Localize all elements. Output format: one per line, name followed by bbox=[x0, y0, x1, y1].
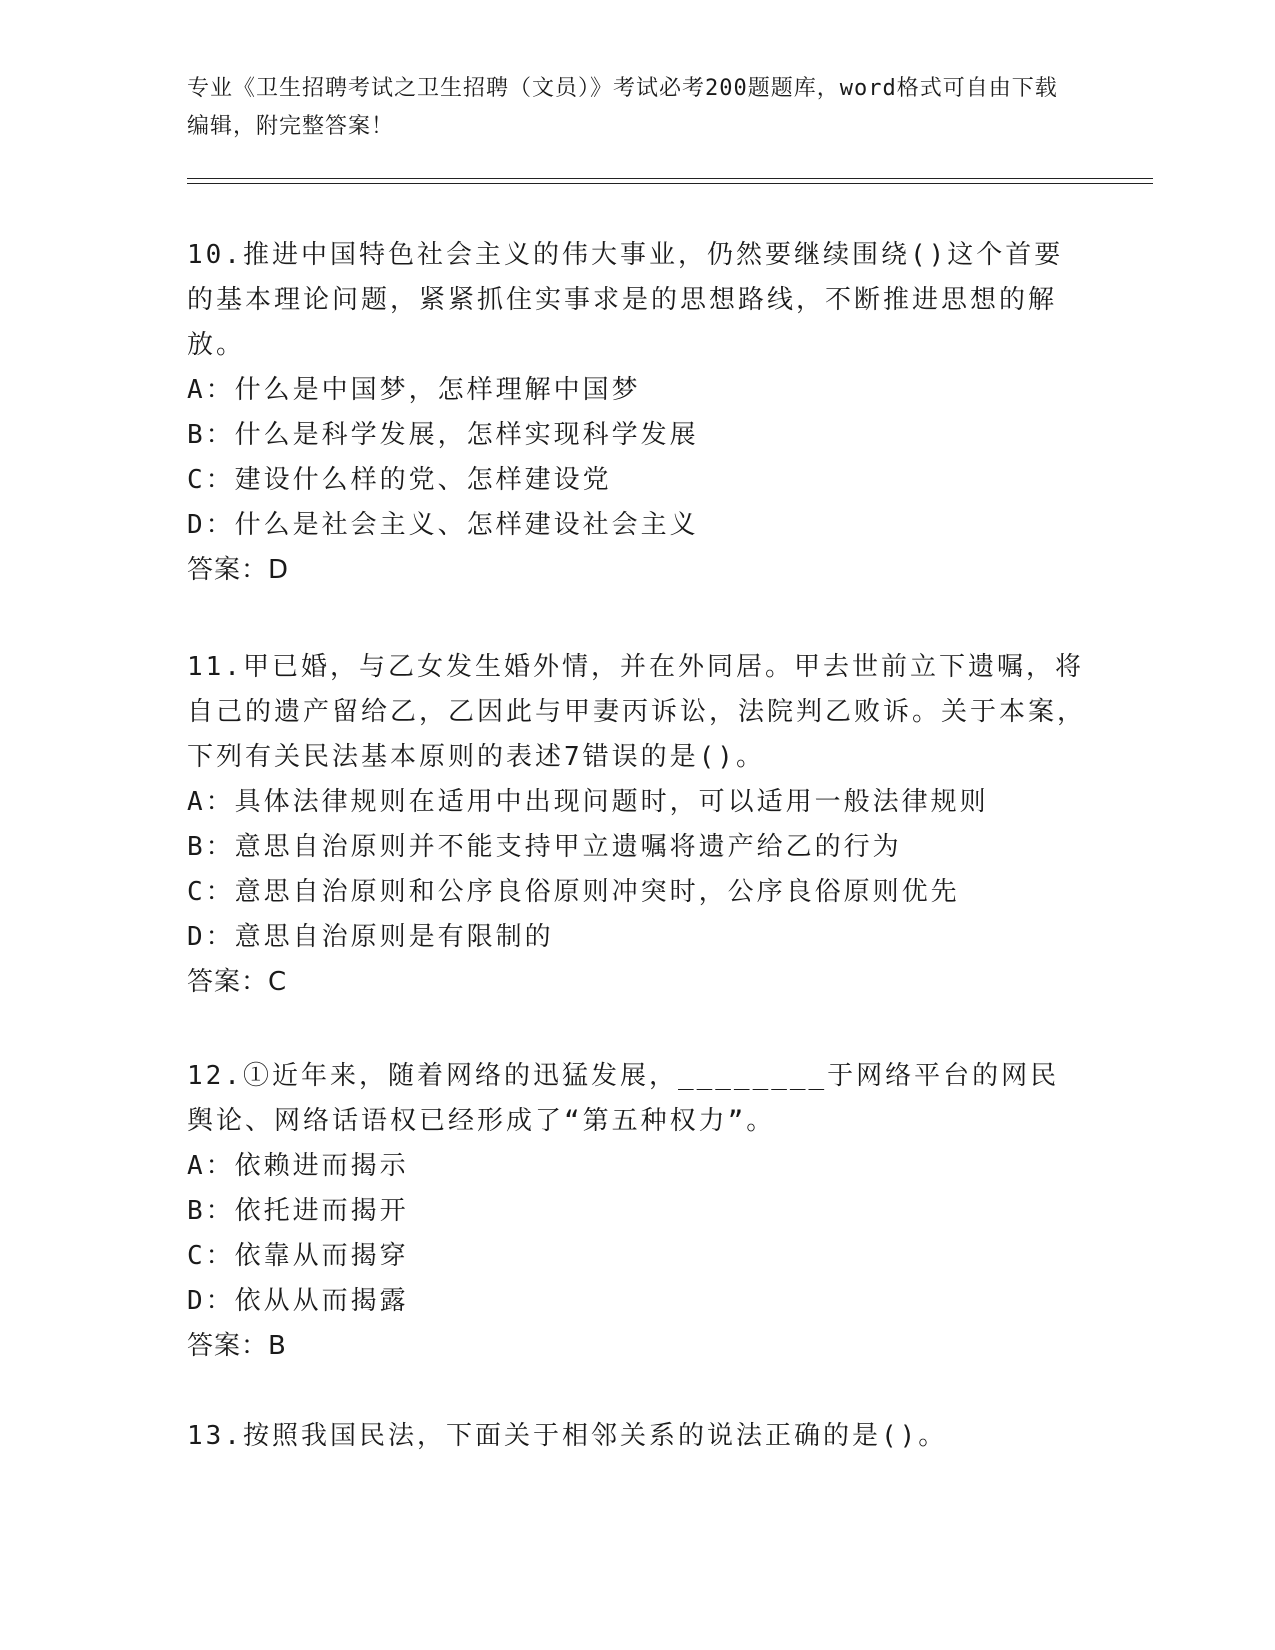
option-b: B：依托进而揭开 bbox=[187, 1196, 409, 1226]
answer: 答案：C bbox=[187, 967, 288, 997]
option-a: A：什么是中国梦，怎样理解中国梦 bbox=[187, 375, 641, 405]
answer: 答案：B bbox=[187, 1331, 287, 1361]
question-stem: 12.①近年来，随着网络的迅猛发展，________于网络平台的网民舆论、网络话语权已经形成了“第五种权力”。 bbox=[187, 1061, 1060, 1136]
header-rule-bottom bbox=[187, 183, 1153, 184]
header-rule-top bbox=[187, 178, 1153, 179]
question-stem: 10.推进中国特色社会主义的伟大事业，仍然要继续围绕()这个首要的基本理论问题，紧紧抓住实事求是的思想路线，不断推进思想的解放。 bbox=[187, 240, 1064, 360]
option-a: A：具体法律规则在适用中出现问题时，可以适用一般法律规则 bbox=[187, 787, 989, 817]
document-header: 专业《卫生招聘考试之卫生招聘（文员）》考试必考200题题库，word格式可自由下载编辑，附完整答案！ bbox=[187, 76, 1058, 139]
answer: 答案：D bbox=[187, 555, 290, 585]
option-d: D：依从从而揭露 bbox=[187, 1286, 409, 1316]
option-b: B：什么是科学发展，怎样实现科学发展 bbox=[187, 420, 699, 450]
question-11 bbox=[187, 645, 1087, 1005]
option-c: C：意思自治原则和公序良俗原则冲突时，公序良俗原则优先 bbox=[187, 877, 960, 907]
question-10 bbox=[187, 233, 1087, 593]
question-13 bbox=[187, 1414, 1087, 1459]
option-a: A：依赖进而揭示 bbox=[187, 1151, 409, 1181]
option-c: C：建设什么样的党、怎样建设党 bbox=[187, 465, 612, 495]
question-stem: 11.甲已婚，与乙女发生婚外情，并在外同居。甲去世前立下遗嘱，将自己的遗产留给乙，乙因此与甲妻丙诉讼，法院判乙败诉。关于本案，下列有关民法基本原则的表述7错误的是()。 bbox=[187, 652, 1087, 772]
question-12 bbox=[187, 1054, 1087, 1369]
question-stem: 13.按照我国民法，下面关于相邻关系的说法正确的是()。 bbox=[187, 1421, 948, 1451]
option-c: C：依靠从而揭穿 bbox=[187, 1241, 409, 1271]
option-b: B：意思自治原则并不能支持甲立遗嘱将遗产给乙的行为 bbox=[187, 832, 902, 862]
option-d: D：什么是社会主义、怎样建设社会主义 bbox=[187, 510, 699, 540]
option-d: D：意思自治原则是有限制的 bbox=[187, 922, 554, 952]
